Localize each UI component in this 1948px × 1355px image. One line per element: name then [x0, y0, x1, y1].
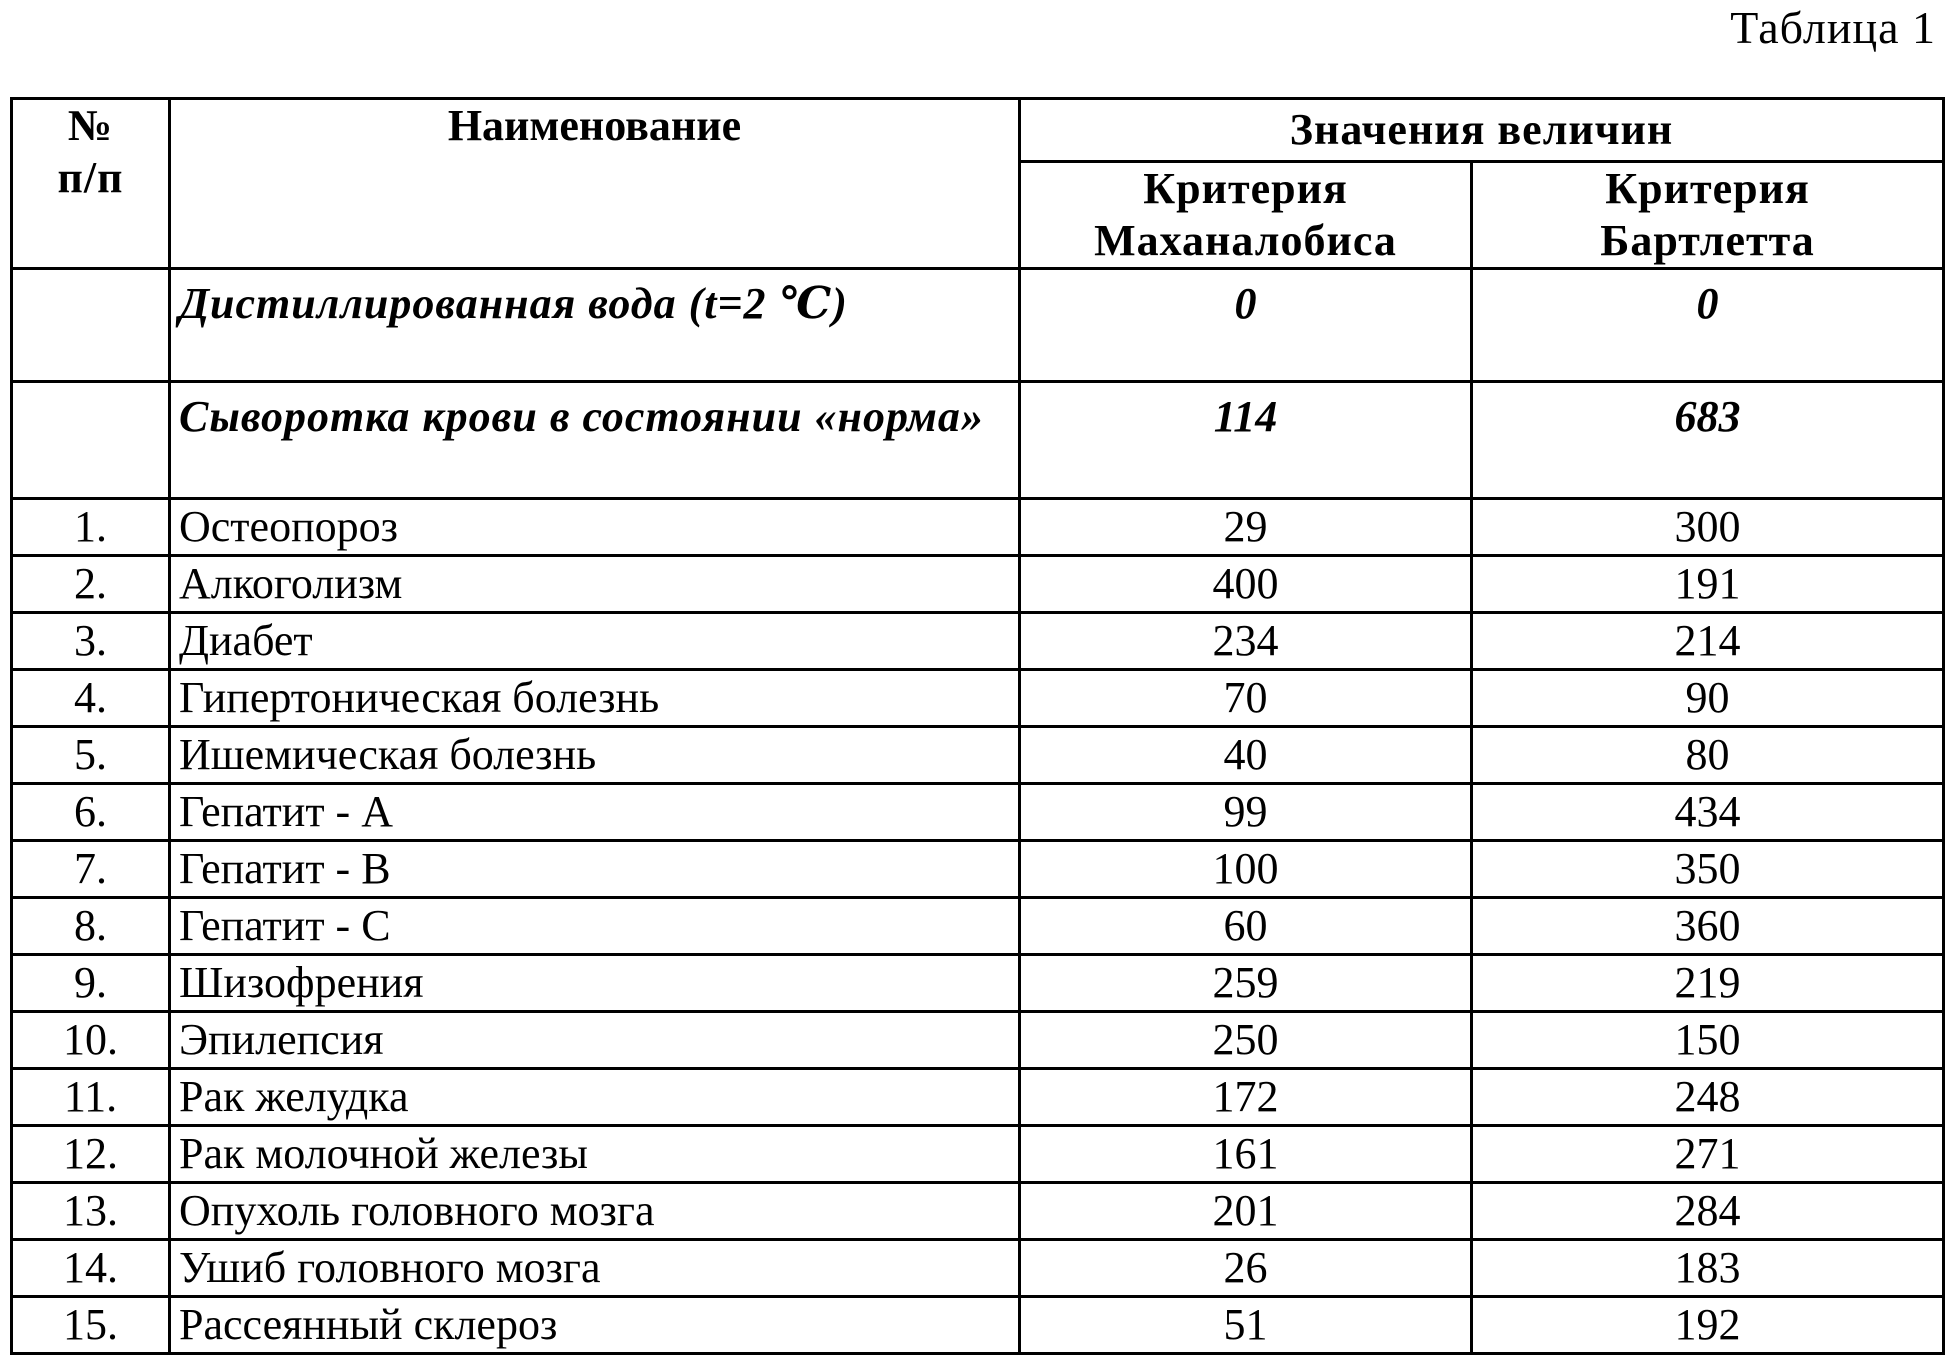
reference-row-num: [12, 382, 170, 499]
row-mahalanobis: 40: [1020, 727, 1472, 784]
table-row: [12, 898, 1944, 955]
row-name: Ушиб головного мозга: [170, 1240, 1020, 1297]
header-values-group: Значения величин: [1020, 99, 1944, 162]
row-name: Гепатит - С: [170, 898, 1020, 955]
row-bartlett: 80: [1472, 727, 1944, 784]
row-num: 1.: [12, 499, 170, 556]
reference-row-name: Сыворотка крови в состоянии «норма»: [170, 382, 1020, 499]
results-table: [10, 97, 1945, 1355]
reference-row-mahalanobis: 0: [1020, 269, 1472, 382]
table-row: [12, 955, 1944, 1012]
row-bartlett: 300: [1472, 499, 1944, 556]
header-mahalanobis: [1020, 162, 1472, 269]
row-num: 7.: [12, 841, 170, 898]
row-mahalanobis: 60: [1020, 898, 1472, 955]
table-row: [12, 670, 1944, 727]
row-bartlett: 214: [1472, 613, 1944, 670]
table-row: [12, 727, 1944, 784]
reference-row: [12, 382, 1944, 499]
row-mahalanobis: 234: [1020, 613, 1472, 670]
row-name: Алкоголизм: [170, 556, 1020, 613]
row-num: 4.: [12, 670, 170, 727]
row-num: 14.: [12, 1240, 170, 1297]
row-num: 11.: [12, 1069, 170, 1126]
table-row: [12, 1012, 1944, 1069]
row-mahalanobis: 100: [1020, 841, 1472, 898]
row-mahalanobis: 201: [1020, 1183, 1472, 1240]
row-name: Диабет: [170, 613, 1020, 670]
reference-row-bartlett: 683: [1472, 382, 1944, 499]
row-num: 9.: [12, 955, 170, 1012]
table-row: [12, 1297, 1944, 1354]
row-bartlett: 434: [1472, 784, 1944, 841]
reference-row-mahalanobis: 114: [1020, 382, 1472, 499]
header-name: Наименование: [170, 99, 1020, 269]
row-name: Шизофрения: [170, 955, 1020, 1012]
table-row: [12, 499, 1944, 556]
header-number-symbol: №: [13, 100, 168, 152]
table-row: [12, 556, 1944, 613]
row-bartlett: 183: [1472, 1240, 1944, 1297]
row-mahalanobis: 400: [1020, 556, 1472, 613]
row-bartlett: 284: [1472, 1183, 1944, 1240]
row-mahalanobis: 51: [1020, 1297, 1472, 1354]
row-bartlett: 350: [1472, 841, 1944, 898]
row-mahalanobis: 161: [1020, 1126, 1472, 1183]
row-num: 15.: [12, 1297, 170, 1354]
row-bartlett: 360: [1472, 898, 1944, 955]
header-mahalanobis-line2: Маханалобиса: [1021, 215, 1470, 267]
table-row: [12, 841, 1944, 898]
table-row: [12, 1126, 1944, 1183]
header-bartlett-line1: Критерия: [1473, 163, 1942, 215]
row-bartlett: 219: [1472, 955, 1944, 1012]
row-num: 10.: [12, 1012, 170, 1069]
table-row: [12, 784, 1944, 841]
row-name: Рассеянный склероз: [170, 1297, 1020, 1354]
row-mahalanobis: 70: [1020, 670, 1472, 727]
table-caption: Таблица 1: [1730, 0, 1936, 56]
row-name: Гепатит - А: [170, 784, 1020, 841]
row-name: Рак желудка: [170, 1069, 1020, 1126]
header-bartlett: [1472, 162, 1944, 269]
header-number: [12, 99, 170, 269]
row-bartlett: 191: [1472, 556, 1944, 613]
row-mahalanobis: 99: [1020, 784, 1472, 841]
header-bartlett-line2: Бартлетта: [1473, 215, 1942, 267]
reference-row-bartlett: 0: [1472, 269, 1944, 382]
row-num: 12.: [12, 1126, 170, 1183]
row-name: Эпилепсия: [170, 1012, 1020, 1069]
row-name: Гепатит - В: [170, 841, 1020, 898]
header-number-abbr: п/п: [13, 152, 168, 204]
table-row: [12, 1069, 1944, 1126]
row-num: 13.: [12, 1183, 170, 1240]
row-num: 8.: [12, 898, 170, 955]
row-num: 3.: [12, 613, 170, 670]
row-bartlett: 248: [1472, 1069, 1944, 1126]
row-mahalanobis: 259: [1020, 955, 1472, 1012]
table-row: [12, 613, 1944, 670]
header-mahalanobis-line1: Критерия: [1021, 163, 1470, 215]
row-bartlett: 271: [1472, 1126, 1944, 1183]
reference-row-num: [12, 269, 170, 382]
row-mahalanobis: 172: [1020, 1069, 1472, 1126]
reference-row: [12, 269, 1944, 382]
table-row: [12, 1183, 1944, 1240]
row-mahalanobis: 250: [1020, 1012, 1472, 1069]
row-bartlett: 150: [1472, 1012, 1944, 1069]
row-name: Опухоль головного мозга: [170, 1183, 1020, 1240]
row-mahalanobis: 29: [1020, 499, 1472, 556]
row-num: 5.: [12, 727, 170, 784]
reference-row-name: Дистиллированная вода (t=2 ℃): [170, 269, 1020, 382]
row-name: Гипертоническая болезнь: [170, 670, 1020, 727]
table-row: [12, 1240, 1944, 1297]
row-name: Остеопороз: [170, 499, 1020, 556]
row-name: Рак молочной железы: [170, 1126, 1020, 1183]
row-bartlett: 90: [1472, 670, 1944, 727]
row-name: Ишемическая болезнь: [170, 727, 1020, 784]
row-num: 2.: [12, 556, 170, 613]
row-num: 6.: [12, 784, 170, 841]
row-mahalanobis: 26: [1020, 1240, 1472, 1297]
row-bartlett: 192: [1472, 1297, 1944, 1354]
